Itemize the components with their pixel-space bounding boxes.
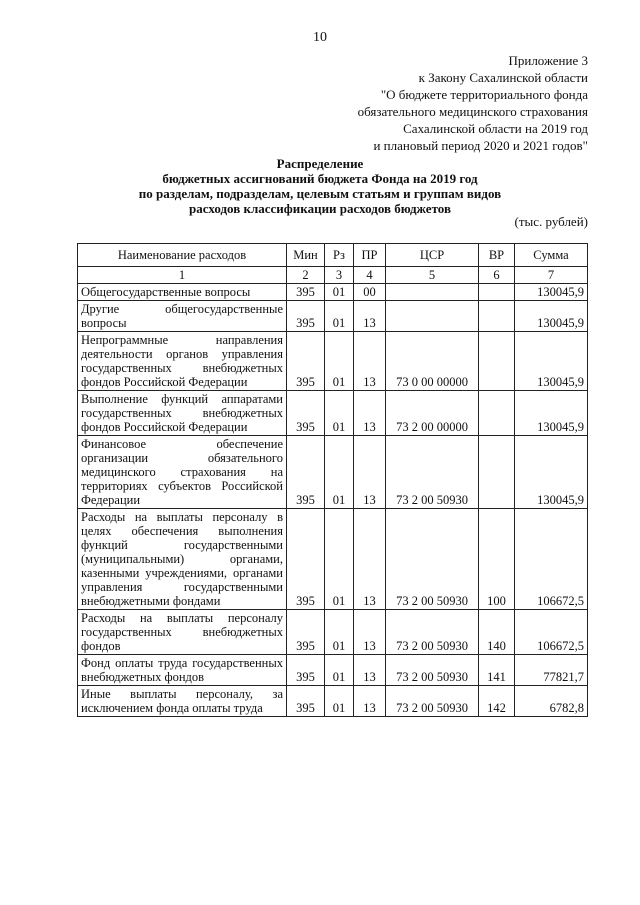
row-rz: 01 bbox=[325, 332, 354, 391]
row-min: 395 bbox=[287, 655, 325, 686]
column-number: 2 bbox=[287, 267, 325, 284]
row-csr bbox=[386, 284, 479, 301]
row-pr: 13 bbox=[354, 655, 386, 686]
row-sum: 130045,9 bbox=[515, 284, 588, 301]
column-number: 4 bbox=[354, 267, 386, 284]
row-min: 395 bbox=[287, 391, 325, 436]
column-number: 5 bbox=[386, 267, 479, 284]
row-min: 395 bbox=[287, 301, 325, 332]
row-rz: 01 bbox=[325, 509, 354, 610]
row-name: Иные выплаты персоналу, за исключением фонда оплаты труда bbox=[78, 686, 287, 717]
row-name: Выполнение функций аппаратами государственных внебюджетных фондов Российской Федерации bbox=[78, 391, 287, 436]
row-vr bbox=[479, 332, 515, 391]
column-number: 3 bbox=[325, 267, 354, 284]
row-rz: 01 bbox=[325, 284, 354, 301]
row-pr: 13 bbox=[354, 686, 386, 717]
title-line: расходов классификации расходов бюджетов bbox=[189, 201, 451, 216]
row-min: 395 bbox=[287, 332, 325, 391]
row-min: 395 bbox=[287, 509, 325, 610]
table-header-row bbox=[78, 244, 588, 267]
table-row bbox=[78, 686, 588, 717]
table-row bbox=[78, 610, 588, 655]
row-rz: 01 bbox=[325, 391, 354, 436]
row-csr: 73 2 00 50930 bbox=[386, 655, 479, 686]
row-rz: 01 bbox=[325, 436, 354, 509]
row-csr: 73 2 00 50930 bbox=[386, 436, 479, 509]
row-name: Общегосударственные вопросы bbox=[78, 284, 287, 301]
table-row bbox=[78, 509, 588, 610]
row-sum: 77821,7 bbox=[515, 655, 588, 686]
table-row bbox=[78, 332, 588, 391]
row-sum: 130045,9 bbox=[515, 332, 588, 391]
title-line: по разделам, подразделам, целевым статьям и группам видов bbox=[138, 186, 502, 201]
budget-table bbox=[77, 243, 588, 717]
row-csr: 73 2 00 50930 bbox=[386, 610, 479, 655]
header-csr: ЦСР bbox=[386, 244, 479, 267]
row-sum: 6782,8 bbox=[515, 686, 588, 717]
row-vr bbox=[479, 391, 515, 436]
units-label: (тыс. рублей) bbox=[514, 214, 588, 229]
appendix-line: "О бюджете территориального фонда bbox=[380, 87, 588, 102]
appendix-line: к Закону Сахалинской области bbox=[418, 70, 588, 85]
row-name: Расходы на выплаты персоналу в целях обеспечения выполнения функций государственными (муниципальными) органами, казенными учреждениями, органами управления государственными внебюджетными фондами bbox=[78, 509, 287, 610]
row-name: Расходы на выплаты персоналу государственных внебюджетных фондов bbox=[78, 610, 287, 655]
row-csr: 73 2 00 50930 bbox=[386, 509, 479, 610]
row-csr: 73 2 00 00000 bbox=[386, 391, 479, 436]
table-row bbox=[78, 436, 588, 509]
row-name: Фонд оплаты труда государственных внебюджетных фондов bbox=[78, 655, 287, 686]
row-pr: 13 bbox=[354, 509, 386, 610]
row-sum: 106672,5 bbox=[515, 610, 588, 655]
appendix-line: обязательного медицинского страхования bbox=[357, 104, 588, 119]
appendix-line: Сахалинской области на 2019 год bbox=[403, 121, 588, 136]
table-row bbox=[78, 655, 588, 686]
row-name: Другие общегосударственные вопросы bbox=[78, 301, 287, 332]
row-min: 395 bbox=[287, 436, 325, 509]
table-row bbox=[78, 301, 588, 332]
appendix-line: и плановый период 2020 и 2021 годов" bbox=[373, 138, 588, 153]
row-vr bbox=[479, 301, 515, 332]
table-row bbox=[78, 284, 588, 301]
header-vr: ВР bbox=[479, 244, 515, 267]
row-sum: 130045,9 bbox=[515, 301, 588, 332]
column-number: 6 bbox=[479, 267, 515, 284]
document-title bbox=[0, 156, 640, 216]
row-vr: 140 bbox=[479, 610, 515, 655]
row-pr: 00 bbox=[354, 284, 386, 301]
header-name: Наименование расходов bbox=[78, 244, 287, 267]
column-number-row bbox=[78, 267, 588, 284]
column-number: 1 bbox=[78, 267, 287, 284]
header-min: Мин bbox=[287, 244, 325, 267]
row-sum: 130045,9 bbox=[515, 391, 588, 436]
row-min: 395 bbox=[287, 610, 325, 655]
row-pr: 13 bbox=[354, 332, 386, 391]
row-sum: 130045,9 bbox=[515, 436, 588, 509]
header-pr: ПР bbox=[354, 244, 386, 267]
row-csr bbox=[386, 301, 479, 332]
row-pr: 13 bbox=[354, 391, 386, 436]
row-vr bbox=[479, 436, 515, 509]
row-rz: 01 bbox=[325, 610, 354, 655]
row-vr bbox=[479, 284, 515, 301]
title-line: бюджетных ассигнований бюджета Фонда на 2019 год bbox=[162, 171, 478, 186]
header-sum: Сумма bbox=[515, 244, 588, 267]
row-name: Финансовое обеспечение организации обязательного медицинского страхования на территориях субъектов Российской Федерации bbox=[78, 436, 287, 509]
row-vr: 142 bbox=[479, 686, 515, 717]
row-vr: 100 bbox=[479, 509, 515, 610]
header-rz: Рз bbox=[325, 244, 354, 267]
page-number: 10 bbox=[313, 30, 327, 45]
title-line: Распределение bbox=[276, 156, 364, 171]
row-sum: 106672,5 bbox=[515, 509, 588, 610]
row-pr: 13 bbox=[354, 610, 386, 655]
row-csr: 73 2 00 50930 bbox=[386, 686, 479, 717]
row-min: 395 bbox=[287, 284, 325, 301]
row-rz: 01 bbox=[325, 655, 354, 686]
row-rz: 01 bbox=[325, 686, 354, 717]
row-pr: 13 bbox=[354, 436, 386, 509]
row-csr: 73 0 00 00000 bbox=[386, 332, 479, 391]
column-number: 7 bbox=[515, 267, 588, 284]
row-name: Непрограммные направления деятельности органов управления государственных внебюджетных фондов Российской Федерации bbox=[78, 332, 287, 391]
appendix-block bbox=[358, 52, 588, 154]
row-pr: 13 bbox=[354, 301, 386, 332]
appendix-line: Приложение 3 bbox=[508, 53, 588, 68]
row-rz: 01 bbox=[325, 301, 354, 332]
row-min: 395 bbox=[287, 686, 325, 717]
table-row bbox=[78, 391, 588, 436]
row-vr: 141 bbox=[479, 655, 515, 686]
